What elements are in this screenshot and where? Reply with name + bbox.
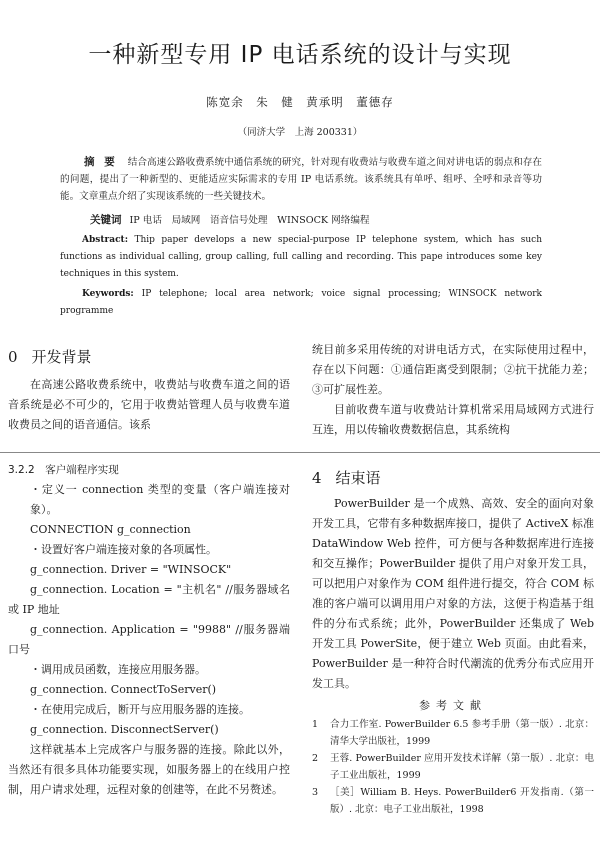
- reference-text: 合力工作室. PowerBuilder 6.5 参考手册（第一版）. 北京：清华大学出版社，1999: [330, 719, 594, 747]
- author-list: 陈宽余 朱 健 黄承明 董德存: [206, 95, 394, 109]
- step-disconnect-bullet: ・在使用完成后，断开与应用服务器的连接。: [30, 703, 250, 716]
- keywords-en: [60, 286, 542, 320]
- references-title: 参考文献: [419, 699, 487, 712]
- abstract-en-label: Abstract:: [82, 235, 129, 245]
- reference-number: 1: [312, 719, 319, 730]
- code-line: g_connection. DisconnectServer(): [30, 723, 219, 736]
- abstract-zh: [60, 154, 542, 205]
- keywords-en-text: IP telephone; local area network; voice signal processing; WINSOCK network programme: [60, 289, 542, 316]
- section-4-paragraph: PowerBuilder 是一个成熟、高效、安全的面向对象开发工具，它带有多种数据库接口，提供了 ActiveX 标准 DataWindow Web 控件，可方便与各种数据库进行连接和交互操作；PowerBuilder 提供了用户对象开发工具，可以把用户对象作为 COM 组件进行提交，符合 COM 标准的客户端可以调用用户对象的方法，这便于构造基于组件的分布式系统；此外，PowerBuilder 还集成了 Web 开发工具 PowerSite，便于建立 Web 页面。由此看来，PowerBuilder 是一种符合时代潮流的优秀分布式应用开发工具。: [312, 497, 594, 690]
- keywords-en-label: Keywords:: [82, 289, 134, 299]
- right-top-paragraph-1: 统目前多采用传统的对讲电话方式，在实际使用过程中，存在以下问题：①通信距离受到限制；②抗干扰能力差；③可扩展性差。: [312, 343, 594, 396]
- code-line-wrapped: g_connection. Application = "9988" //服务器端口号: [8, 623, 290, 656]
- affiliation: （同济大学 上海 200331）: [237, 127, 363, 138]
- section-0-heading: [8, 347, 290, 367]
- reference-item: [312, 716, 594, 750]
- keywords-zh-text: IP 电话 局域网 语音信号处理 WINSOCK 网络编程: [129, 215, 370, 226]
- reference-number: 3: [312, 787, 319, 798]
- section-4-number: 4: [312, 469, 322, 487]
- reference-text: ［美］William B. Heys. PowerBuilder6 开发指南.（第一版）. 北京：电子工业出版社，1998: [330, 787, 594, 815]
- reference-item: [312, 750, 594, 784]
- right-top-column: [312, 340, 594, 440]
- reference-text: 王蓉. PowerBuilder 应用开发技术详解（第一版）. 北京：电子工业出版社，1999: [330, 753, 594, 781]
- step-set-props-bullet: ・设置好客户端连接对象的各项属性。: [30, 543, 217, 556]
- step-connect-bullet: ・调用成员函数，连接应用服务器。: [30, 663, 206, 676]
- keywords-zh: [60, 212, 542, 229]
- section-0-paragraph: 在高速公路收费系统中，收费站与收费车道之间的语音系统是必不可少的，它用于收费站管理人员与收费车道收费员之间的语音通信。该系: [8, 378, 290, 431]
- code-line: CONNECTION g_connection: [30, 523, 191, 536]
- section-0: [8, 347, 290, 435]
- abstract-en-text: Thip paper develops a new special-purpose IP telephone system, which has such functions as individual calling, group calling, full calling and recording. This pape introduces some key techniques in this system.: [60, 235, 542, 279]
- abstract-zh-label: 摘 要: [84, 156, 118, 168]
- section-3-2-2: [8, 460, 290, 800]
- page-divider: [0, 452, 600, 453]
- section-4-column: [312, 468, 594, 841]
- code-line-wrapped: g_connection. Location = "主机名" //服务器域名或 IP 地址: [8, 583, 290, 616]
- abstract-en: [60, 232, 542, 283]
- section-0-number: 0: [8, 348, 18, 366]
- section-3-2-2-summary: 这样就基本上完成客户与服务器的连接。除此以外，当然还有很多具体功能要实现，如服务器上的在线用户控制，用户请求处理，远程对象的创建等，在此不另赘述。: [8, 743, 290, 796]
- reference-item: [312, 784, 594, 818]
- section-0-title: 开发背景: [31, 348, 92, 366]
- section-4-title: 结束语: [335, 469, 381, 487]
- section-4-heading: [312, 468, 594, 488]
- abstract-zh-text: 结合高速公路收费系统中通信系统的研究，针对现有收费站与收费车道之间对讲电话的弱点和存在的问题，提出了一种新型的、更能适应实际需求的专用 IP 电话系统。该系统具有单呼、组呼、全呼和录音等功能。文章重点介绍了实现该系统的一些关键技术。: [60, 157, 543, 202]
- keywords-zh-label: 关键词: [90, 214, 122, 226]
- right-top-paragraph-2: 目前收费车道与收费站计算机常采用局域网方式进行互连，用以传输收费数据信息，其系统构: [312, 403, 594, 436]
- reference-number: 2: [312, 753, 319, 764]
- paper-title: 一种新型专用 IP 电话系统的设计与实现: [88, 42, 512, 68]
- code-line: g_connection. Driver = "WINSOCK": [30, 563, 232, 576]
- step-define-bullet: ・定义一 connection 类型的变量（客户端连接对象）。: [30, 483, 290, 516]
- section-3-2-2-heading: 3.2.2 客户端程序实现: [8, 464, 119, 476]
- code-line: g_connection. ConnectToServer(): [30, 683, 217, 696]
